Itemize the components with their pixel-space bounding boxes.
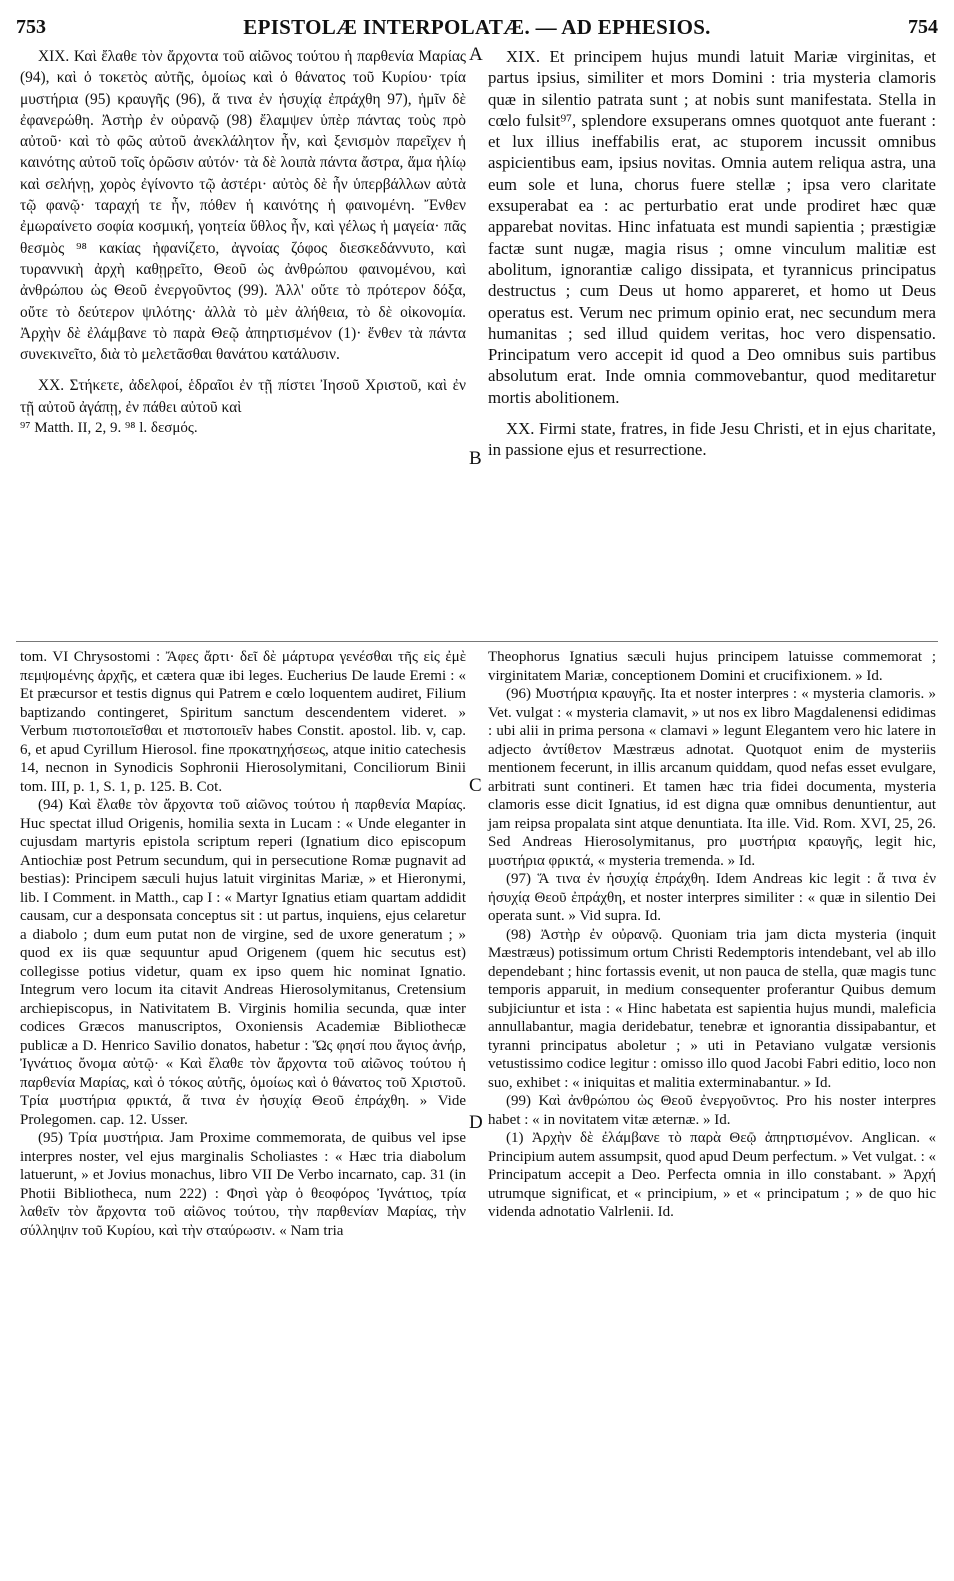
page-number-right: 754 — [908, 15, 938, 38]
latin-chapter-20: XX. Firmi state, fratres, in fide Jesu Christi, et in ejus charitate, in passione ejus et resurrectione. — [488, 419, 936, 460]
notes-right-column — [488, 648, 936, 1222]
margin-marker-d: D — [469, 1112, 483, 1133]
margin-marker-a: A — [469, 44, 483, 65]
note-99: (99) Καὶ ἀνθρώπου ὡς Θεοῦ ἐνεργοῦντος. Pro his noster interpres habet : « in novitatem vitæ æternæ. » Id. — [488, 1093, 936, 1128]
note-95: (95) Τρία μυστήρια. Jam Proxime commemorata, de quibus vel ipse interpres noster, vel ejus marginalis Scholiastes : « Hæc tria diabolum latuerunt, » et Jovius monachus, libro VII De Verbo incarnato, cap. 31 (in Photii Bibliotheca, num 222) : Φησὶ γὰρ ὁ θεοφόρος Ἰγνάτιος, τρία λαθεῖν τὸν ἄρχοντα τοῦ αἰῶνος τούτου, τὴν παρθενίαν Μαρίας, τὴν σύλληψιν τοῦ Κυρίου, καὶ τὴν σταύρωσιν. « Nam tria — [20, 1130, 466, 1239]
note-1: (1) Ἀρχὴν δὲ ἐλάμβανε τὸ παρὰ Θεῷ ἀπηρτισμένον. Anglican. « Principium autem assumpsit, quod apud Deum perfectum. » Vet vulgat. : « Principatum accepit a Deo. Perfecta omnia in illo constabant. » Ἀρχή utrumque significat, et « principium, » et « principatum ; » de quo hic videnda adnotatio Valrlenii. Id. — [488, 1130, 936, 1220]
greek-footnote-references: ⁹⁷ Matth. II, 2, 9. ⁹⁸ l. δεσμός. — [20, 420, 198, 437]
note-94: (94) Καὶ ἔλαθε τὸν ἄρχοντα τοῦ αἰῶνος τούτου ἡ παρθενία Μαρίας. Huc spectat illud Origenis, homilia sexta in Lucam : « Unde eleganter in cujusdam martyris epistola scriptum reperi (Ignatium dico episcopum Antiochiæ post Petrum secundum, qui in persecutione Romæ pugnavit ad bestias): Principem sæculi hujus latuit virginitas Mariæ, » et Hieronymi, lib. I Comment. in Matth., cap I : « Martyr Ignatius etiam quartam addidit causam, cur a desponsata conceptus sit : ut partus, inquiens, ejus celaretur a diabolo ; dum eum putat non de virgine, sed de uxore generatum ; » quod ex iis quæ sequuntur apud Origenem (quem hic secutus est) collegisse potius videtur, quam ex ipso quem hic nominat Ignatio. Integrum vero locum ita citavit Andreas Hierosolymitanus, Cretensium archiepiscopus, in Nativitatem B. Virginis homilia secunda, quæ inter codices Græcos manuscriptos, Oxoniensis Academiæ Bibliothecæ publicæ a D. Henrico Savilio donatos, habetur : Ὥς φησί που ἅγιος ἀνήρ, Ἰγνάτιος ὄνομα αὐτῷ· « Καὶ ἔλαθε τὸν ἄρχοντα τοῦ αἰῶνος τούτου ἡ παρθενία Μαρίας, καὶ ὁ τόκος αὐτῆς, ὁμοίως καὶ ὁ θάνατος τοῦ Χριστοῦ. Τρία μυστήρια φρικτά, ἅ τινα ἐν ἡσυχίᾳ Θεοῦ ἐπράχθη. » Vide Prolegomen. cap. 12. Usser. — [20, 797, 466, 1128]
notes-left-column — [20, 648, 466, 1240]
note-paragraph: Theophorus Ignatius sæculi hujus principem latuisse commemorat ; virginitatem Mariæ, conceptionem Domini et crucifixionem. » Id. — [488, 649, 936, 684]
section-divider — [16, 641, 938, 642]
note-98: (98) Ἀστὴρ ἐν οὐρανῷ. Quoniam tria jam dicta mysteria (inquit Mæstræus) potissimum ortum Christi Redemptoris intendebant, vel ab illo dependebant ; hinc fortassis evenit, ut non pauca de stella, quæ magis tunc temporis apparuit, in medium consequenter proferantur Quibus demum subjiciuntur et ista : « Hinc habetata est sapientia hujus mundi, maleficia annullabantur, magia deridebatur, tenebræ et ignorantia dissipabantur, et tyranni principatus aboletur ; » uti in Petaviano vulgatæ versionis vetustissimo codice legitur : omisso illo quod Jacobi Fabri editio, loco non suo, exhibet : « iniquitas et malitia exterminabantur. » Id. — [488, 926, 936, 1091]
running-header — [16, 12, 938, 42]
latin-chapter-19: XIX. Et principem hujus mundi latuit Mariæ virginitas, et partus ipsius, similiter et mors Domini : tria mysteria clamoris quæ in silentio patrata sunt ; at nobis sunt manifestata. Stella in cœlo fulsit⁹⁷, splendore exsuperans omnes quotquot ante fuerant : et lux illius ineffabilis erat, ac stuporem incussit omnibus aspicientibus eam, ipsius novitas. Omnia autem reliqua astra, una eum sole et luna, chorus fuere stellæ ; ipsa vero claritate exsuperabat ea : ac perturbatio erat unde prodiret hæc quæ apparebat novitas. Hinc infatuata est mundi sapientia ; præstigiæ factæ sunt nugæ, magia risus ; omne vinculum malitiæ est abolitum, ignorantiæ caligo dissipata, et tyrannicus principatus destructus ; cum Deus ut homo appareret, et homo ut Deus operatus est. Verum nec primum opinio erat, nec secundum mera humanitas ; sed illud quidem veritas, hoc vero dispensatio. Principatum vero accepit id quod a Deo omnibus suis partibus absolutum erat. Inde omnia commovebantur, quod meditaretur mortis abolitionem. — [488, 47, 936, 407]
page-number-left: 753 — [16, 15, 46, 38]
margin-marker-c: C — [469, 775, 482, 796]
note-97: (97) Ἅ τινα ἐν ἡσυχίᾳ ἐπράχθη. Idem Andreas kic legit : ἅ τινα ἐν ἡσυχίᾳ Θεοῦ ἐπράχθη, et noster interpres similiter : « quæ in silentio Dei operata sunt. » Vid supra. Id. — [488, 871, 936, 924]
latin-text-column — [488, 46, 936, 461]
greek-text-column — [20, 46, 466, 439]
note-paragraph: tom. VI Chrysostomi : Ἄφες ἄρτι· δεῖ δὲ μάρτυρα γενέσθαι τῆς εἰς ἐμὲ πεμψομένης ἀρχῆς, et cætera quæ ibi leges. Eucherius De laude Eremi : « Et præcursor et testis dignus qui Patrem e cœlo loquentem audiret, Filium baptizando contingeret, Spiritum sanctum descendentem videret. » Verbum πιστοποιεῖσθαι et πιστοποιεῖν habes Constit. apostol. lib. v, cap. 6, et apud Cyrillum Hierosol. fine προκατηχήσεως, atque initio catechesis 14, necnon in Synodicis Sophronii Hierosolymitani, Conciliorum Binii tom. III, p. 1, S. 1, p. 125. B. Cot. — [20, 649, 466, 795]
greek-chapter-20: XX. Στήκετε, ἀδελφοί, ἑδραῖοι ἐν τῇ πίστει Ἰησοῦ Χριστοῦ, καὶ ἐν τῇ αὐτοῦ ἀγάπῃ, ἐν πάθει αὐτοῦ καὶ — [20, 377, 466, 416]
running-title: EPISTOLÆ INTERPOLATÆ. — AD EPHESIOS. — [243, 14, 711, 39]
greek-chapter-19: XIX. Καὶ ἔλαθε τὸν ἄρχοντα τοῦ αἰῶνος τούτου ἡ παρθενία Μαρίας (94), καὶ ὁ τοκετὸς αὐτῆς, ὁμοίως καὶ ὁ θάνατος τοῦ Κυρίου· τρία μυστήρια (95) κραυγῆς (96), ἅ τινα ἐν ἡσυχίᾳ ἐπράχθη 97), ἡμῖν δὲ ἐφανερώθη. Ἀστὴρ ἐν οὐρανῷ (98) ἔλαμψεν ὑπὲρ πάντας τοὺς πρὸ αὐτοῦ· καὶ τὸ φῶς αὐτοῦ ἀνεκλάλητον ἦν, καὶ ξενισμὸν παρεῖχεν ἡ καινότης αὐτοῦ τοῖς ὁρῶσιν αὐτόν· τὰ δὲ λοιπὰ πάντα ἄστρα, ἅμα ἡλίῳ καὶ σελήνῃ, χορὸς ἐγίνοντο τῷ ἀστέρι· αὐτὸς δὲ ἦν ὑπερβάλλων αὐτὰ τῷ φανῷ· ταραχή τε ἦν, πόθεν ἡ καινότης ἡ φαινομένη. Ἔνθεν ἐμωραίνετο σοφία κοσμική, γοητεία ὕθλος ἦν, καὶ γέλως ἡ μαγεία· πᾶς θεσμὸς ⁹⁸ κακίας ἠφανίζετο, ἀγνοίας ζόφος διεσκεδάννυτο, καὶ τυραννικὴ ἀρχὴ καθῃρεῖτο, Θεοῦ ὡς ἀνθρώπου φαινομένου, καὶ ἀνθρώπου ὡς Θεοῦ ἐνεργοῦντος (99). Ἀλλ' οὔτε τὸ πρότερον δόξα, οὔτε τὸ δεύτερον ψιλότης· ἀλλὰ τὸ μὲν ἀλήθεια, τὸ δὲ οἰκονομία. Ἀρχὴν δὲ ἐλάμβανε τὸ παρὰ Θεῷ ἀπηρτισμένον (1)· ἔνθεν τὰ πάντα συνεκινεῖτο, διὰ τὸ μελετᾶσθαι θανάτου κατάλυσιν. — [20, 48, 466, 364]
margin-marker-b: B — [469, 448, 482, 469]
note-96: (96) Μυστήρια κραυγῆς. Ita et noster interpres : « mysteria clamoris. » Vet. vulgat : « mysteria clamavit, » ut nos ex libro Magdalenensi edidimas : ubi alii in prima persona « clamavi » legunt Elegantem vero hic latere in adjecto ἀντίθετον Mæstræus adnotat. Quotquot enim de mysteriis mentionem fecerunt, in illis arcanum quiddam, quod nefas esset evulgare, arbitrati sunt contineri. Et tamen hæc tria fidei documenta, mysteria clamoris esse dicit Ignatius, id est digna quæ omnibus denuntientur, aut jam reipsa propalata sint atque denuntiata. Ita ille. Vid. Rom. XVI, 25, 26. Sed Andreas Hierosolymitanus, pro μυστήρια κραυγῆς, legit hic, μυστήρια φρικτά, « mysteria tremenda. » Id. — [488, 686, 936, 869]
